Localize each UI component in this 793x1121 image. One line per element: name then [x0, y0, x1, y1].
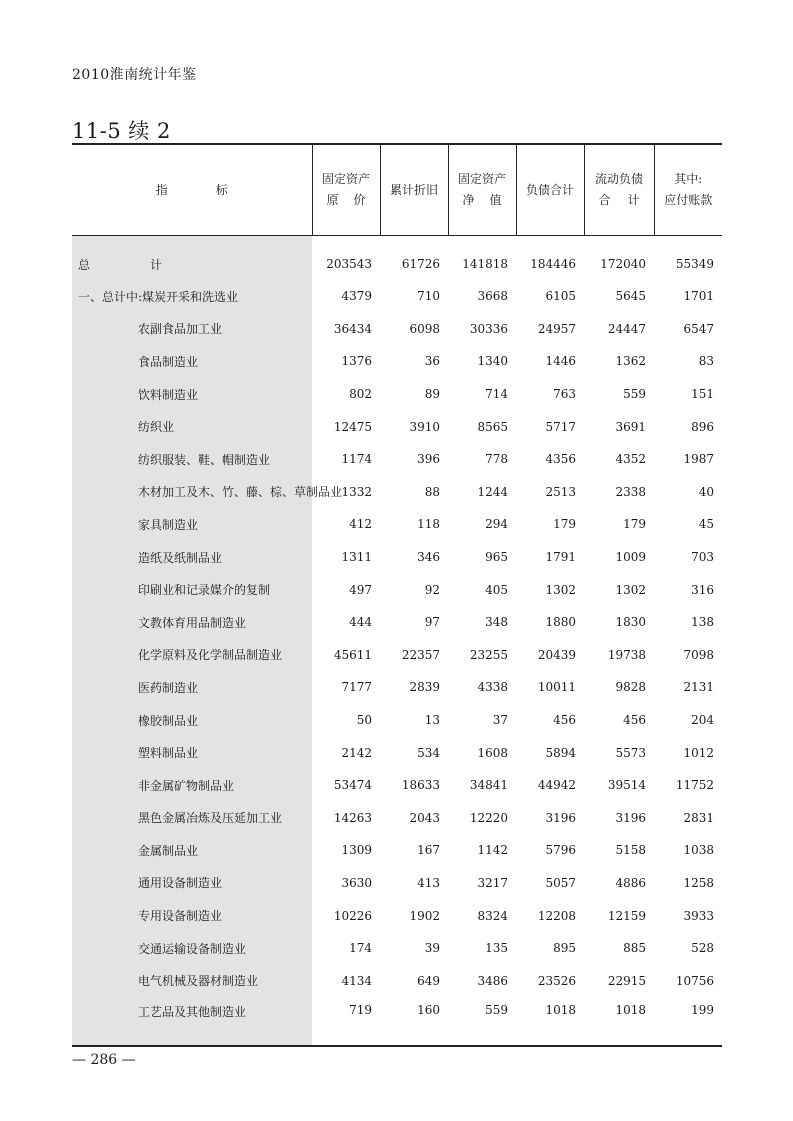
row-value-col4: 5894 [545, 745, 576, 760]
table-row [72, 932, 722, 965]
row-value-col3: 405 [485, 582, 508, 597]
row-value-col6: 204 [691, 713, 714, 728]
row-value-col1: 497 [349, 582, 372, 597]
row-value-col5: 3691 [615, 419, 646, 434]
row-value-col1: 12475 [333, 419, 372, 434]
row-value-col6: 528 [691, 941, 714, 956]
row-value-col1: 1309 [341, 843, 372, 858]
row-value-col4: 5796 [545, 843, 576, 858]
row-value-col2: 61726 [401, 257, 440, 271]
row-value-col5: 456 [623, 713, 646, 728]
row-value-col1: 2142 [341, 745, 372, 760]
header-indicator-part2: 标 [215, 182, 228, 197]
row-value-col4: 1791 [545, 550, 576, 565]
row-value-col4: 6105 [545, 289, 576, 304]
row-value-col5: 5645 [615, 289, 646, 304]
statistics-table [72, 143, 722, 1047]
table-row [72, 573, 722, 606]
row-value-col1: 45611 [333, 647, 372, 662]
row-value-col3: 30336 [469, 321, 508, 336]
row-value-col3: 12220 [469, 810, 508, 825]
row-value-col5: 24447 [607, 321, 646, 336]
row-value-col1: 802 [349, 387, 372, 402]
row-value-col2: 2839 [409, 680, 440, 695]
row-label: 金属制品业 [72, 834, 312, 867]
header-c3-line1: 固定资产 [457, 172, 506, 186]
header-total-liabilities [516, 144, 584, 236]
row-value-col4: 1018 [516, 997, 584, 1046]
page-number: — 286 — [72, 1052, 136, 1068]
row-value-col3: 1142 [477, 843, 508, 858]
row-value-col6: 45 [698, 517, 714, 532]
row-value-col2: 649 [417, 973, 440, 988]
row-value-col2: 710 [417, 289, 440, 304]
row-value-col3: 965 [485, 550, 508, 565]
table-row [72, 236, 722, 281]
table-row [72, 769, 722, 802]
table-row [72, 899, 722, 932]
header-c6-line2: 应付账款 [664, 193, 713, 207]
row-value-col6: 703 [691, 550, 714, 565]
table-row [72, 736, 722, 769]
row-value-col3: 778 [485, 452, 508, 467]
row-value-col2: 346 [417, 550, 440, 565]
row-value-col6: 1012 [683, 745, 714, 760]
row-value-col4: 1880 [545, 615, 576, 630]
row-value-col2: 89 [424, 387, 440, 402]
row-value-col3: 294 [485, 517, 508, 532]
row-value-col5: 1018 [584, 997, 654, 1046]
row-value-col6: 3933 [683, 908, 714, 923]
header-accumulated-depreciation [380, 144, 448, 236]
row-value-col3: 3668 [477, 289, 508, 304]
row-value-col1: 14263 [333, 810, 372, 825]
row-value-col4: 184446 [530, 257, 576, 271]
row-value-col4: 2513 [545, 484, 576, 499]
row-value-col2: 97 [424, 615, 440, 630]
row-label: 饮料制造业 [72, 378, 312, 411]
row-value-col3: 23255 [469, 647, 508, 662]
table-row [72, 541, 722, 574]
row-value-col4: 1446 [545, 354, 576, 369]
row-value-col6: 11752 [675, 778, 714, 793]
row-value-col4: 3196 [545, 810, 576, 825]
row-value-col6: 2831 [683, 810, 714, 825]
row-value-col1: 36434 [333, 321, 372, 336]
row-value-col1: 1376 [341, 354, 372, 369]
header-c5-part2: 合 [598, 193, 611, 207]
row-value-col2: 160 [380, 997, 448, 1046]
header-indicator [72, 144, 312, 236]
row-label: 电气机械及器材制造业 [72, 964, 312, 997]
table-row [72, 802, 722, 835]
row-value-col1: 50 [356, 713, 372, 728]
row-value-col5: 4352 [615, 452, 646, 467]
table-title: 11-5 续 2 [72, 119, 171, 143]
row-label: 专用设备制造业 [72, 899, 312, 932]
row-label: 非金属矿物制品业 [72, 769, 312, 802]
row-value-col5: 12159 [607, 908, 646, 923]
row-value-col4: 44942 [537, 778, 576, 793]
total-label [78, 256, 162, 273]
row-label: 塑料制品业 [72, 736, 312, 769]
row-value-col5: 179 [623, 517, 646, 532]
row-label: 纺织服装、鞋、帽制造业 [72, 443, 312, 476]
row-value-col5: 39514 [607, 778, 646, 793]
row-value-col6: 6547 [683, 321, 714, 336]
row-value-col4: 20439 [537, 647, 576, 662]
row-value-col2: 1902 [409, 908, 440, 923]
row-value-col5: 5158 [615, 843, 646, 858]
row-value-col2: 534 [417, 745, 440, 760]
header-c4: 负债合计 [525, 182, 574, 197]
row-value-col4: 4356 [545, 452, 576, 467]
header-c6-line1: 其中: [674, 172, 703, 186]
row-value-col6: 55349 [675, 257, 714, 271]
row-value-col6: 7098 [683, 647, 714, 662]
table-row [72, 280, 722, 313]
header-c1-line1: 固定资产 [321, 172, 370, 186]
row-value-col4: 179 [553, 517, 576, 532]
row-value-col3: 135 [485, 941, 508, 956]
row-value-col3: 559 [448, 997, 516, 1046]
row-value-col5: 1302 [615, 582, 646, 597]
table-row [72, 834, 722, 867]
table-row [72, 476, 722, 509]
row-value-col6: 316 [691, 582, 714, 597]
row-value-col6: 151 [691, 387, 714, 402]
row-value-col5: 559 [623, 387, 646, 402]
row-value-col1: 444 [349, 615, 372, 630]
row-value-col6: 2131 [683, 680, 714, 695]
header-current-liabilities [584, 144, 654, 236]
row-value-col5: 3196 [615, 810, 646, 825]
row-value-col6: 896 [691, 419, 714, 434]
row-value-col4: 12208 [537, 908, 576, 923]
row-value-col1: 1311 [341, 550, 372, 565]
row-label: 一、总计中:煤炭开采和洗选业 [72, 280, 312, 313]
row-value-col4: 10011 [537, 680, 576, 695]
row-label: 农副食品加工业 [72, 313, 312, 346]
table-row [72, 606, 722, 639]
row-value-col6: 10756 [675, 973, 714, 988]
row-value-col2: 6098 [409, 321, 440, 336]
row-value-col3: 4338 [477, 680, 508, 695]
table-row [72, 997, 722, 1046]
row-value-col3: 714 [485, 387, 508, 402]
row-value-col5: 172040 [600, 257, 646, 271]
row-value-col4: 763 [553, 387, 576, 402]
row-value-col4: 456 [553, 713, 576, 728]
row-label: 纺织业 [72, 410, 312, 443]
header-fixed-assets-original [312, 144, 380, 236]
table-header-row [72, 144, 722, 236]
row-value-col2: 39 [424, 941, 440, 956]
row-value-col2: 118 [417, 517, 440, 532]
table-row [72, 964, 722, 997]
row-value-col3: 8324 [477, 908, 508, 923]
row-value-col1: 3630 [341, 875, 372, 890]
row-value-col4: 5717 [545, 419, 576, 434]
row-label: 医药制造业 [72, 671, 312, 704]
table-row [72, 867, 722, 900]
table-row [72, 410, 722, 443]
row-value-col1: 1174 [341, 452, 372, 467]
row-value-col2: 413 [417, 875, 440, 890]
row-value-col1: 7177 [341, 680, 372, 695]
row-label: 交通运输设备制造业 [72, 932, 312, 965]
table-row [72, 508, 722, 541]
row-value-col6: 199 [654, 997, 722, 1046]
table-row [72, 639, 722, 672]
row-value-col2: 167 [417, 843, 440, 858]
row-value-col3: 1340 [477, 354, 508, 369]
row-value-col5: 1362 [615, 354, 646, 369]
row-value-col4: 1302 [545, 582, 576, 597]
row-value-col2: 2043 [409, 810, 440, 825]
row-value-col6: 1701 [683, 289, 714, 304]
row-value-col2: 18633 [401, 778, 440, 793]
header-c1-part2: 原 [326, 193, 339, 207]
row-value-col3: 1608 [477, 745, 508, 760]
row-label: 黑色金属冶炼及压延加工业 [72, 802, 312, 835]
row-value-col2: 396 [417, 452, 440, 467]
row-value-col1: 174 [349, 941, 372, 956]
header-c1-part3: 价 [353, 193, 366, 207]
header-c3-part2: 净 [462, 193, 475, 207]
row-label: 工艺品及其他制造业 [72, 997, 312, 1046]
row-value-col4: 24957 [537, 321, 576, 336]
row-value-col6: 40 [698, 484, 714, 499]
row-value-col3: 37 [492, 713, 508, 728]
row-value-col5: 19738 [607, 647, 646, 662]
row-value-col4: 5057 [545, 875, 576, 890]
row-value-col5: 1830 [615, 615, 646, 630]
total-label-part: 计 [149, 257, 162, 272]
row-value-col5: 885 [623, 941, 646, 956]
row-value-col5: 9828 [615, 680, 646, 695]
row-value-col1: 203543 [326, 257, 372, 271]
row-value-col6: 1258 [683, 875, 714, 890]
header-c3-part3: 值 [489, 193, 502, 207]
row-label: 木材加工及木、竹、藤、棕、草制品业 [72, 476, 312, 509]
header-c5-line1: 流动负债 [594, 172, 643, 186]
row-label: 通用设备制造业 [72, 867, 312, 900]
row-label: 家具制造业 [72, 508, 312, 541]
row-value-col3: 34841 [469, 778, 508, 793]
row-value-col6: 83 [698, 354, 714, 369]
row-value-col5: 4886 [615, 875, 646, 890]
table-row [72, 671, 722, 704]
header-accounts-payable [654, 144, 722, 236]
table-row [72, 378, 722, 411]
row-value-col5: 22915 [607, 973, 646, 988]
row-value-col1: 719 [312, 997, 380, 1046]
row-value-col5: 5573 [615, 745, 646, 760]
running-head: 2010淮南统计年鉴 [72, 67, 197, 83]
row-value-col1: 4134 [341, 973, 372, 988]
table-body [72, 236, 722, 1047]
table-row [72, 443, 722, 476]
row-value-col3: 348 [485, 615, 508, 630]
table-row [72, 313, 722, 346]
row-value-col2: 36 [424, 354, 440, 369]
row-value-col1: 53474 [333, 778, 372, 793]
row-value-col1: 10226 [333, 908, 372, 923]
row-value-col5: 2338 [615, 484, 646, 499]
row-value-col4: 895 [553, 941, 576, 956]
row-value-col2: 88 [424, 484, 440, 499]
row-value-col6: 1038 [683, 843, 714, 858]
table-row [72, 345, 722, 378]
row-value-col2: 13 [424, 713, 440, 728]
data-table-container [72, 143, 722, 1047]
row-value-col6: 1987 [683, 452, 714, 467]
row-label: 印刷业和记录媒介的复制 [72, 573, 312, 606]
table-row [72, 704, 722, 737]
row-value-col2: 22357 [401, 647, 440, 662]
header-fixed-assets-net [448, 144, 516, 236]
row-value-col3: 1244 [477, 484, 508, 499]
header-c5-part3: 计 [627, 193, 640, 207]
row-value-col3: 3486 [477, 973, 508, 988]
header-c2: 累计折旧 [389, 182, 438, 197]
row-label: 食品制造业 [72, 345, 312, 378]
row-label: 文教体育用品制造业 [72, 606, 312, 639]
row-value-col1: 412 [349, 517, 372, 532]
row-value-col2: 3910 [409, 419, 440, 434]
total-label-part: 总 [78, 257, 91, 272]
row-value-col1: 1332 [341, 484, 372, 499]
row-label: 造纸及纸制品业 [72, 541, 312, 574]
row-label [72, 236, 312, 281]
row-value-col2: 92 [424, 582, 440, 597]
header-indicator-part1: 指 [155, 182, 168, 197]
row-value-col3: 3217 [477, 875, 508, 890]
row-value-col1: 4379 [341, 289, 372, 304]
row-value-col3: 141818 [462, 257, 508, 271]
row-label: 橡胶制品业 [72, 704, 312, 737]
row-value-col5: 1009 [615, 550, 646, 565]
row-value-col6: 138 [691, 615, 714, 630]
row-label: 化学原料及化学制品制造业 [72, 639, 312, 672]
row-value-col4: 23526 [537, 973, 576, 988]
row-value-col3: 8565 [477, 419, 508, 434]
